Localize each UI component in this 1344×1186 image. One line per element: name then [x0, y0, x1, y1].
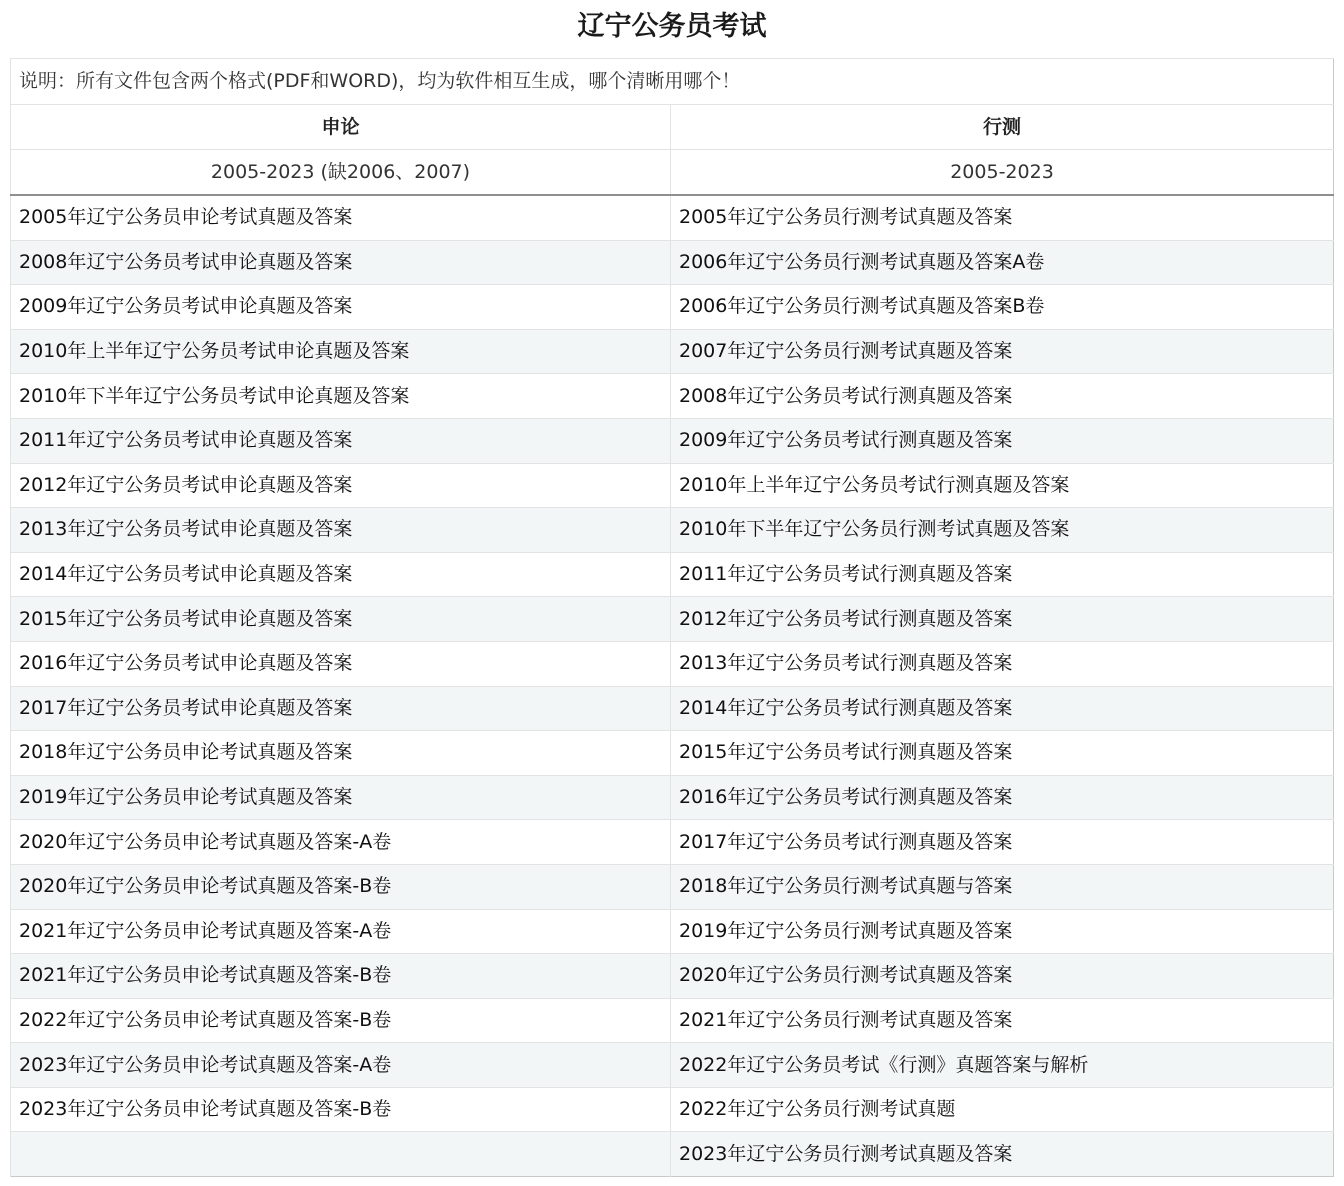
xingce-exam-link[interactable]: 2014年辽宁公务员考试行测真题及答案: [671, 686, 1334, 731]
table-row: [11, 641, 1334, 686]
column-header-row: [11, 105, 1334, 150]
xingce-exam-link[interactable]: 2022年辽宁公务员行测考试真题: [671, 1087, 1334, 1132]
shenlun-exam-link[interactable]: 2021年辽宁公务员申论考试真题及答案-B卷: [11, 954, 671, 999]
table-row: [11, 954, 1334, 999]
xingce-exam-link[interactable]: 2021年辽宁公务员行测考试真题及答案: [671, 998, 1334, 1043]
xingce-exam-link[interactable]: 2006年辽宁公务员行测考试真题及答案B卷: [671, 285, 1334, 330]
shenlun-exam-link[interactable]: 2012年辽宁公务员考试申论真题及答案: [11, 463, 671, 508]
exam-table: [10, 58, 1334, 1177]
shenlun-exam-link[interactable]: 2017年辽宁公务员考试申论真题及答案: [11, 686, 671, 731]
note-row: [11, 59, 1334, 105]
shenlun-exam-link[interactable]: 2022年辽宁公务员申论考试真题及答案-B卷: [11, 998, 671, 1043]
table-row: [11, 418, 1334, 463]
table-row: [11, 998, 1334, 1043]
table-row: [11, 240, 1334, 285]
xingce-exam-link[interactable]: 2009年辽宁公务员考试行测真题及答案: [671, 418, 1334, 463]
table-row: [11, 195, 1334, 240]
table-row: [11, 552, 1334, 597]
xingce-exam-link[interactable]: 2013年辽宁公务员考试行测真题及答案: [671, 641, 1334, 686]
table-row: [11, 864, 1334, 909]
xingce-exam-link[interactable]: 2022年辽宁公务员考试《行测》真题答案与解析: [671, 1043, 1334, 1088]
column-header-xingce: 行测: [671, 105, 1334, 150]
xingce-exam-link[interactable]: 2010年上半年辽宁公务员考试行测真题及答案: [671, 463, 1334, 508]
note-text: 说明：所有文件包含两个格式(PDF和WORD)，均为软件相互生成，哪个清晰用哪个！: [11, 59, 1334, 105]
table-row: [11, 820, 1334, 865]
table-row: [11, 1087, 1334, 1132]
xingce-exam-link[interactable]: 2018年辽宁公务员行测考试真题与答案: [671, 864, 1334, 909]
table-row: [11, 329, 1334, 374]
year-range-row: [11, 150, 1334, 196]
table-row: [11, 463, 1334, 508]
shenlun-exam-link[interactable]: 2021年辽宁公务员申论考试真题及答案-A卷: [11, 909, 671, 954]
xingce-exam-link[interactable]: 2005年辽宁公务员行测考试真题及答案: [671, 195, 1334, 240]
page-title: 辽宁公务员考试: [577, 11, 767, 42]
shenlun-exam-link[interactable]: 2023年辽宁公务员申论考试真题及答案-A卷: [11, 1043, 671, 1088]
column-header-shenlun: 申论: [11, 105, 671, 150]
xingce-exam-link[interactable]: 2010年下半年辽宁公务员行测考试真题及答案: [671, 508, 1334, 553]
xingce-exam-link[interactable]: 2020年辽宁公务员行测考试真题及答案: [671, 954, 1334, 999]
table-row: [11, 1132, 1334, 1177]
xingce-exam-link[interactable]: 2019年辽宁公务员行测考试真题及答案: [671, 909, 1334, 954]
exam-list: [11, 195, 1334, 1177]
xingce-exam-link[interactable]: 2015年辽宁公务员考试行测真题及答案: [671, 731, 1334, 776]
shenlun-exam-link[interactable]: 2005年辽宁公务员申论考试真题及答案: [11, 195, 671, 240]
shenlun-exam-link[interactable]: 2011年辽宁公务员考试申论真题及答案: [11, 418, 671, 463]
table-row: [11, 731, 1334, 776]
xingce-exam-link[interactable]: 2012年辽宁公务员考试行测真题及答案: [671, 597, 1334, 642]
table-row: [11, 1043, 1334, 1088]
xingce-exam-link[interactable]: 2011年辽宁公务员考试行测真题及答案: [671, 552, 1334, 597]
table-row: [11, 285, 1334, 330]
shenlun-exam-link[interactable]: 2020年辽宁公务员申论考试真题及答案-B卷: [11, 864, 671, 909]
xingce-exam-link[interactable]: 2006年辽宁公务员行测考试真题及答案A卷: [671, 240, 1334, 285]
shenlun-exam-link[interactable]: 2016年辽宁公务员考试申论真题及答案: [11, 641, 671, 686]
table-row: [11, 597, 1334, 642]
shenlun-exam-link[interactable]: 2009年辽宁公务员考试申论真题及答案: [11, 285, 671, 330]
xingce-exam-link[interactable]: 2008年辽宁公务员考试行测真题及答案: [671, 374, 1334, 419]
table-row: [11, 508, 1334, 553]
xingce-exam-link[interactable]: 2017年辽宁公务员考试行测真题及答案: [671, 820, 1334, 865]
table-row: [11, 686, 1334, 731]
shenlun-exam-link[interactable]: 2023年辽宁公务员申论考试真题及答案-B卷: [11, 1087, 671, 1132]
shenlun-exam-link[interactable]: 2014年辽宁公务员考试申论真题及答案: [11, 552, 671, 597]
table-row: [11, 909, 1334, 954]
shenlun-exam-link[interactable]: 2010年上半年辽宁公务员考试申论真题及答案: [11, 329, 671, 374]
shenlun-exam-link[interactable]: 2015年辽宁公务员考试申论真题及答案: [11, 597, 671, 642]
shenlun-exam-link: [11, 1132, 671, 1177]
shenlun-exam-link[interactable]: 2018年辽宁公务员申论考试真题及答案: [11, 731, 671, 776]
year-range-shenlun: 2005-2023 (缺2006、2007): [11, 150, 671, 196]
shenlun-exam-link[interactable]: 2010年下半年辽宁公务员考试申论真题及答案: [11, 374, 671, 419]
table-row: [11, 374, 1334, 419]
shenlun-exam-link[interactable]: 2008年辽宁公务员考试申论真题及答案: [11, 240, 671, 285]
year-range-xingce: 2005-2023: [671, 150, 1334, 196]
shenlun-exam-link[interactable]: 2013年辽宁公务员考试申论真题及答案: [11, 508, 671, 553]
table-row: [11, 775, 1334, 820]
shenlun-exam-link[interactable]: 2020年辽宁公务员申论考试真题及答案-A卷: [11, 820, 671, 865]
xingce-exam-link[interactable]: 2023年辽宁公务员行测考试真题及答案: [671, 1132, 1334, 1177]
xingce-exam-link[interactable]: 2007年辽宁公务员行测考试真题及答案: [671, 329, 1334, 374]
xingce-exam-link[interactable]: 2016年辽宁公务员考试行测真题及答案: [671, 775, 1334, 820]
shenlun-exam-link[interactable]: 2019年辽宁公务员申论考试真题及答案: [11, 775, 671, 820]
